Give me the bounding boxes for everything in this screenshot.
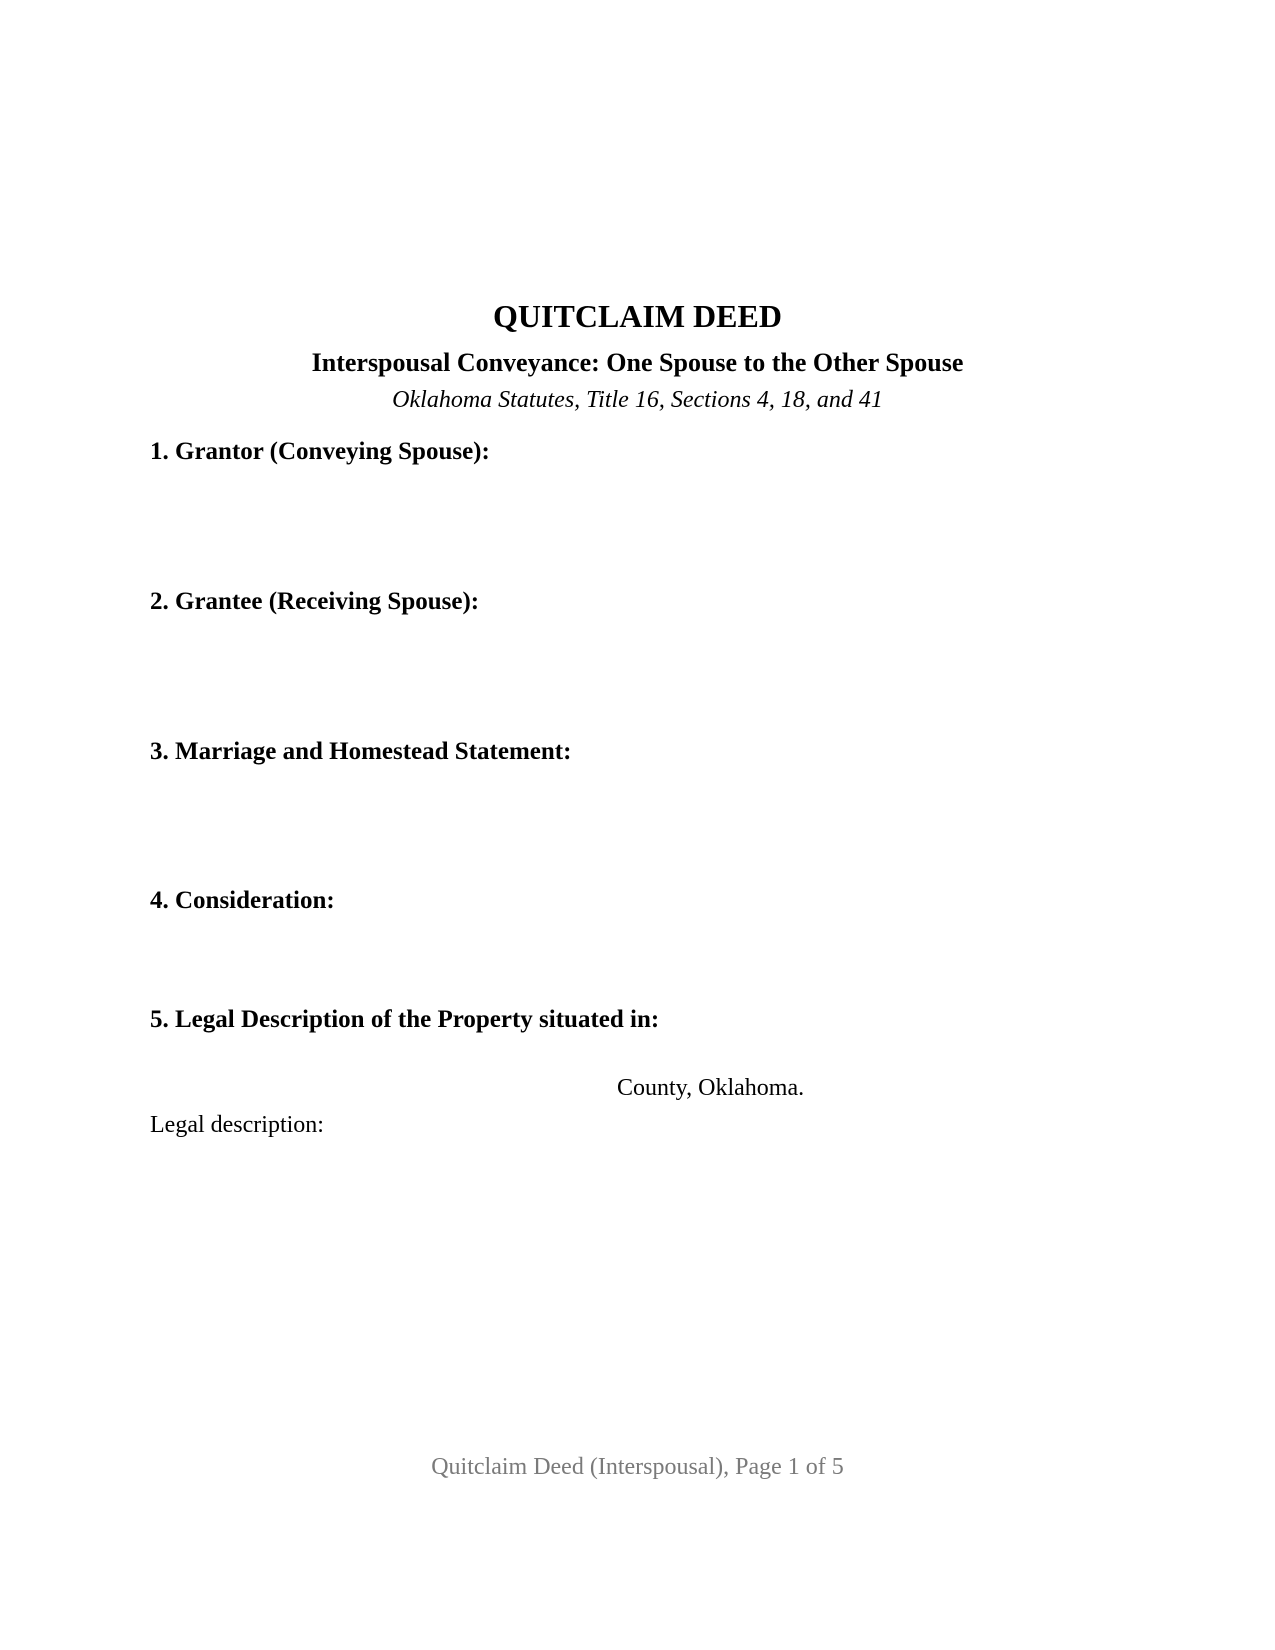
grantor-field-area[interactable] [150, 476, 1125, 576]
consideration-field-area[interactable] [150, 925, 1125, 995]
section-heading-marriage-homestead: 3. Marriage and Homestead Statement: [150, 738, 572, 765]
legal-description-field-area[interactable] [150, 1145, 1125, 1425]
section-heading-grantor: 1. Grantor (Conveying Spouse): [150, 438, 490, 465]
document-subtitle: Interspousal Conveyance: One Spouse to the Other Spouse [311, 348, 964, 377]
section-heading-consideration: 4. Consideration: [150, 887, 335, 914]
document-title: QUITCLAIM DEED [493, 298, 782, 334]
grantee-field-area[interactable] [150, 626, 1125, 726]
statute-reference: Oklahoma Statutes, Title 16, Sections 4, 18, and 41 [392, 387, 883, 413]
county-suffix-text: County, Oklahoma. [617, 1075, 805, 1101]
county-name-field[interactable] [150, 1075, 608, 1105]
section-heading-legal-description: 5. Legal Description of the Property situated in: [150, 1006, 660, 1033]
section-heading-grantee: 2. Grantee (Receiving Spouse): [150, 588, 480, 615]
page-footer: Quitclaim Deed (Interspousal), Page 1 of 5 [431, 1454, 844, 1480]
marriage-homestead-field-area[interactable] [150, 776, 1125, 872]
legal-description-label: Legal description: [150, 1112, 324, 1138]
